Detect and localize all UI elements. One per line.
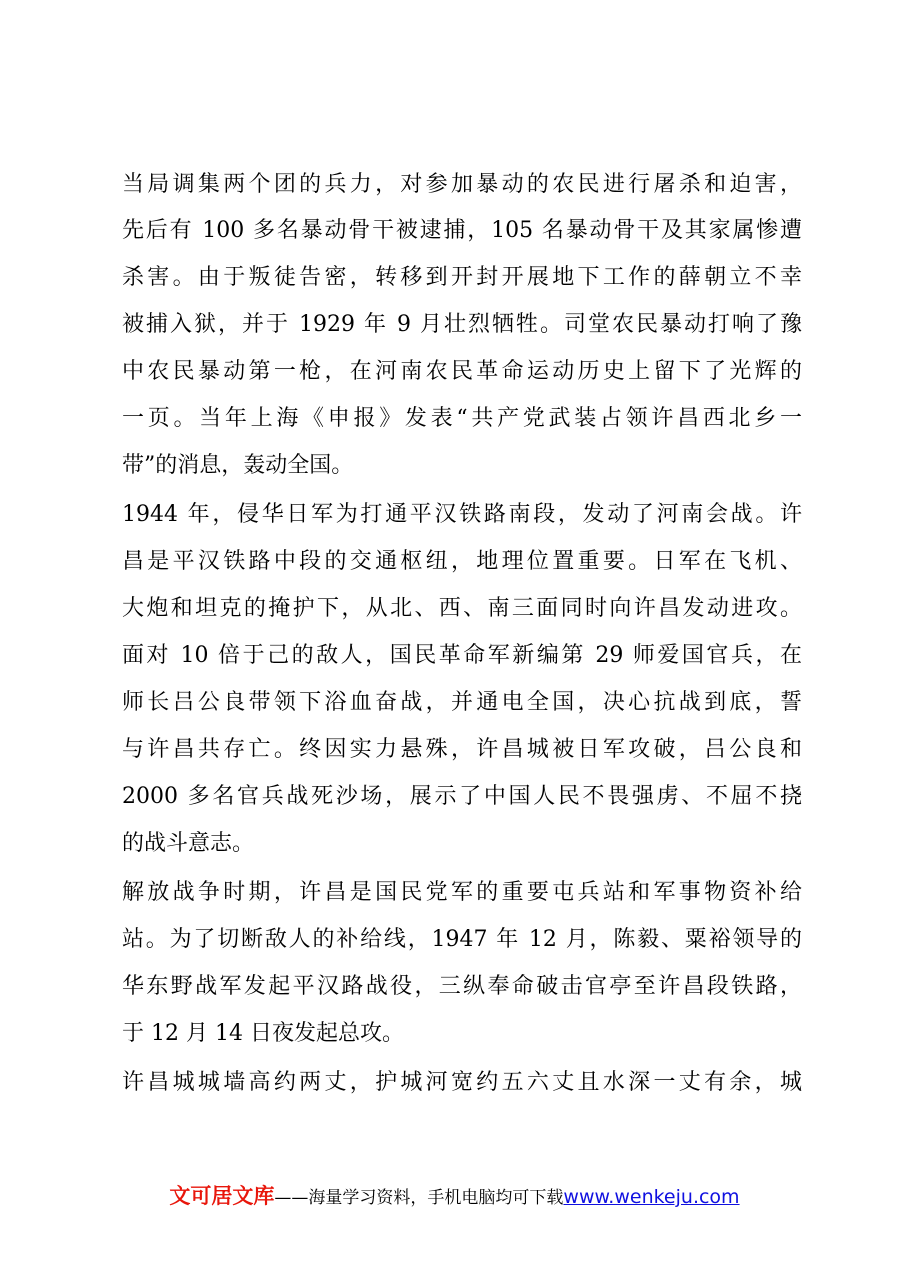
text-line: 中农民暴动第一枪，在河南农民革命运动历史上留下了光辉的 [122, 359, 802, 384]
text-line: 带”的消息，轰动全国。 [122, 453, 354, 478]
text-line: 被捕入狱，并于 1929 年 9 月壮烈牺牲。司堂农民暴动打响了豫 [122, 312, 802, 337]
text-line: 当局调集两个团的兵力，对参加暴动的农民进行屠杀和迫害， [122, 172, 802, 197]
text-line: 面对 10 倍于己的敌人，国民革命军新编第 29 师爱国官兵，在 [122, 643, 802, 668]
text-line: 一页。当年上海《申报》发表“共产党武装占领许昌西北乡一 [122, 406, 802, 431]
text-line: 杀害。由于叛徒告密，转移到开封开展地下工作的薛朝立不幸 [122, 265, 802, 290]
text-line: 许昌城城墙高约两丈，护城河宽约五六丈且水深一丈有余，城 [122, 1070, 802, 1095]
footer-website-link[interactable]: www.wenkeju.com [563, 1186, 740, 1208]
text-line: 与许昌共存亡。终因实力悬殊，许昌城被日军攻破，吕公良和 [122, 737, 802, 762]
text-line: 先后有 100 多名暴动骨干被逮捕，105 名暴动骨干及其家属惨遭 [122, 218, 802, 243]
text-line: 于 12 月 14 日夜发起总攻。 [122, 1021, 404, 1046]
footer-brand: 文可居文库 [169, 1184, 275, 1208]
text-line: 的战斗意志。 [122, 831, 255, 856]
text-line: 师长吕公良带领下浴血奋战，并通电全国，决心抗战到底，誓 [122, 690, 802, 715]
footer-banner [0, 1180, 909, 1212]
text-line: 大炮和坦克的掩护下，从北、西、南三面同时向许昌发动进攻。 [122, 596, 802, 621]
text-line: 解放战争时期，许昌是国民党军的重要屯兵站和军事物资补给 [122, 880, 802, 905]
text-line: 昌是平汉铁路中段的交通枢纽，地理位置重要。日军在飞机、 [122, 549, 802, 574]
text-line: 站。为了切断敌人的补给线，1947 年 12 月，陈毅、粟裕领导的 [122, 927, 802, 952]
text-line: 华东野战军发起平汉路战役，三纵奉命破击官亭至许昌段铁路， [122, 974, 802, 999]
footer-slogan: 海量学习资料，手机电脑均可下载 [308, 1188, 564, 1208]
text-line: 1944 年，侵华日军为打通平汉铁路南段，发动了河南会战。许 [122, 502, 802, 527]
text-line: 2000 多名官兵战死沙场，展示了中国人民不畏强虏、不屈不挠 [122, 784, 802, 809]
footer-dash: —— [274, 1188, 309, 1208]
